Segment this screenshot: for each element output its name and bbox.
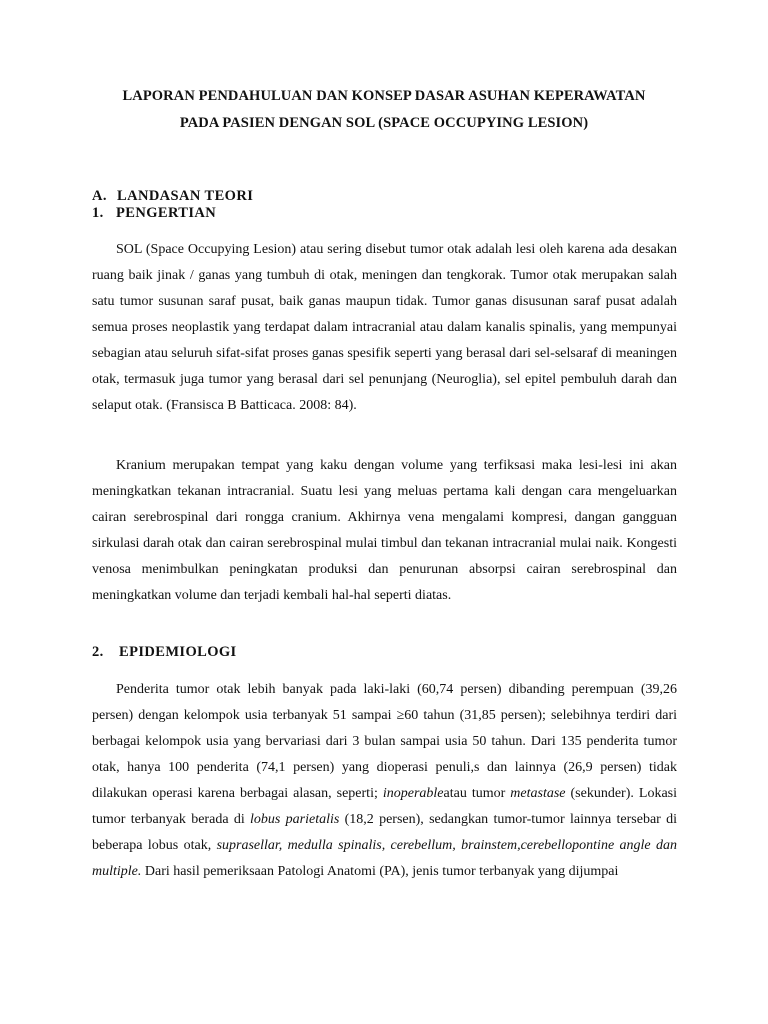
section-heading-1 xyxy=(92,205,216,222)
epid-italic-locations: suprasellar, medulla spinalis, cerebellum, brainstem,cerebellopontine angle dan multiple. xyxy=(92,838,677,879)
epid-text-4: (18,2 persen), sedangkan tumor-tumor lainnya tersebar di beberapa lobus otak, xyxy=(92,812,678,853)
paragraph-pengertian-2: Kranium merupakan tempat yang kaku dengan volume yang terfiksasi maka lesi-lesi ini akan meningkatkan tekanan intracranial. Suatu lesi yang meluas pertama kali dengan cara mengeluarkan cairan serebrospinal dari rongga cranium. Akhirnya vena mengalami kompresi, dangan gangguan sirkulasi darah otak dan cairan serebrospinal mulai timbul dan tekanan intracranial mulai naik. Kongesti venosa menimbulkan peningkatan produksi dan penurunan absorpsi cairan serebrospinal dan meningkatkan volume dan terjadi kembali hal-hal seperti diatas. xyxy=(92,458,677,603)
section-1-label: PENGERTIAN xyxy=(116,205,217,221)
section-a-label: LANDASAN TEORI xyxy=(117,188,254,204)
epid-italic-inoperable: inoperable xyxy=(382,786,444,801)
section-heading-a xyxy=(92,188,253,205)
paragraph-epidemiologi xyxy=(92,677,677,885)
section-2-number: 2. xyxy=(92,644,104,660)
paragraph-pengertian-1: SOL (Space Occupying Lesion) atau sering disebut tumor otak adalah lesi oleh karena ada desakan ruang baik jinak / ganas yang tumbuh di otak, meningen dan tengkorak. Tumor otak merupakan salah satu tumor susunan saraf pusat, baik ganas maupun tidak. Tumor ganas disusunan saraf pusat adalah semua proses neoplastik yang terdapat dalam intracranial atau dalam kanalis spinalis, yang mempunyai sebagian atau seluruh sifat-sifat proses ganas spesifik seperti yang berasal dari sel-selsaraf di meaningen otak, termasuk juga tumor yang berasal dari sel penunjang (Neuroglia), sel epitel pembuluh darah dan selaput otak. (Fransisca B Batticaca. 2008: 84). xyxy=(92,242,677,413)
section-1-number: 1. xyxy=(92,205,104,221)
section-heading-2 xyxy=(92,644,237,661)
document-title-line-1: LAPORAN PENDAHULUAN DAN KONSEP DASAR ASUHAN KEPERAWATAN xyxy=(122,88,646,104)
section-2-label: EPIDEMIOLOGI xyxy=(119,644,237,660)
epid-text-5: Dari hasil pemeriksaan Patologi Anatomi (PA), jenis tumor terbanyak yang dijumpai xyxy=(141,864,619,879)
epid-italic-lobus-parietalis: lobus parietalis xyxy=(250,812,340,827)
epid-text-2: atau tumor xyxy=(443,786,511,801)
section-a-number: A. xyxy=(92,188,107,204)
epid-text-3: (sekunder). Lokasi tumor terbanyak berada di xyxy=(92,786,677,827)
epid-italic-metastase: metastase xyxy=(510,786,566,801)
document-title-line-2: PADA PASIEN DENGAN SOL (SPACE OCCUPYING LESION) xyxy=(179,115,589,131)
epid-text-1: Penderita tumor otak lebih banyak pada laki-laki (60,74 persen) dibanding perempuan (39,26 persen) dengan kelompok usia terbanyak 51 sampai ≥60 tahun (31,85 persen); selebihnya terdiri dari berbagai kelompok usia yang bervariasi dari 3 bulan sampai usia 50 tahun. Dari 135 penderita tumor otak, hanya 100 penderita (74,1 persen) yang dioperasi penuli,s dan lainnya (26,9 persen) tidak dilakukan operasi karena berbagai alasan, seperti; xyxy=(92,682,677,801)
